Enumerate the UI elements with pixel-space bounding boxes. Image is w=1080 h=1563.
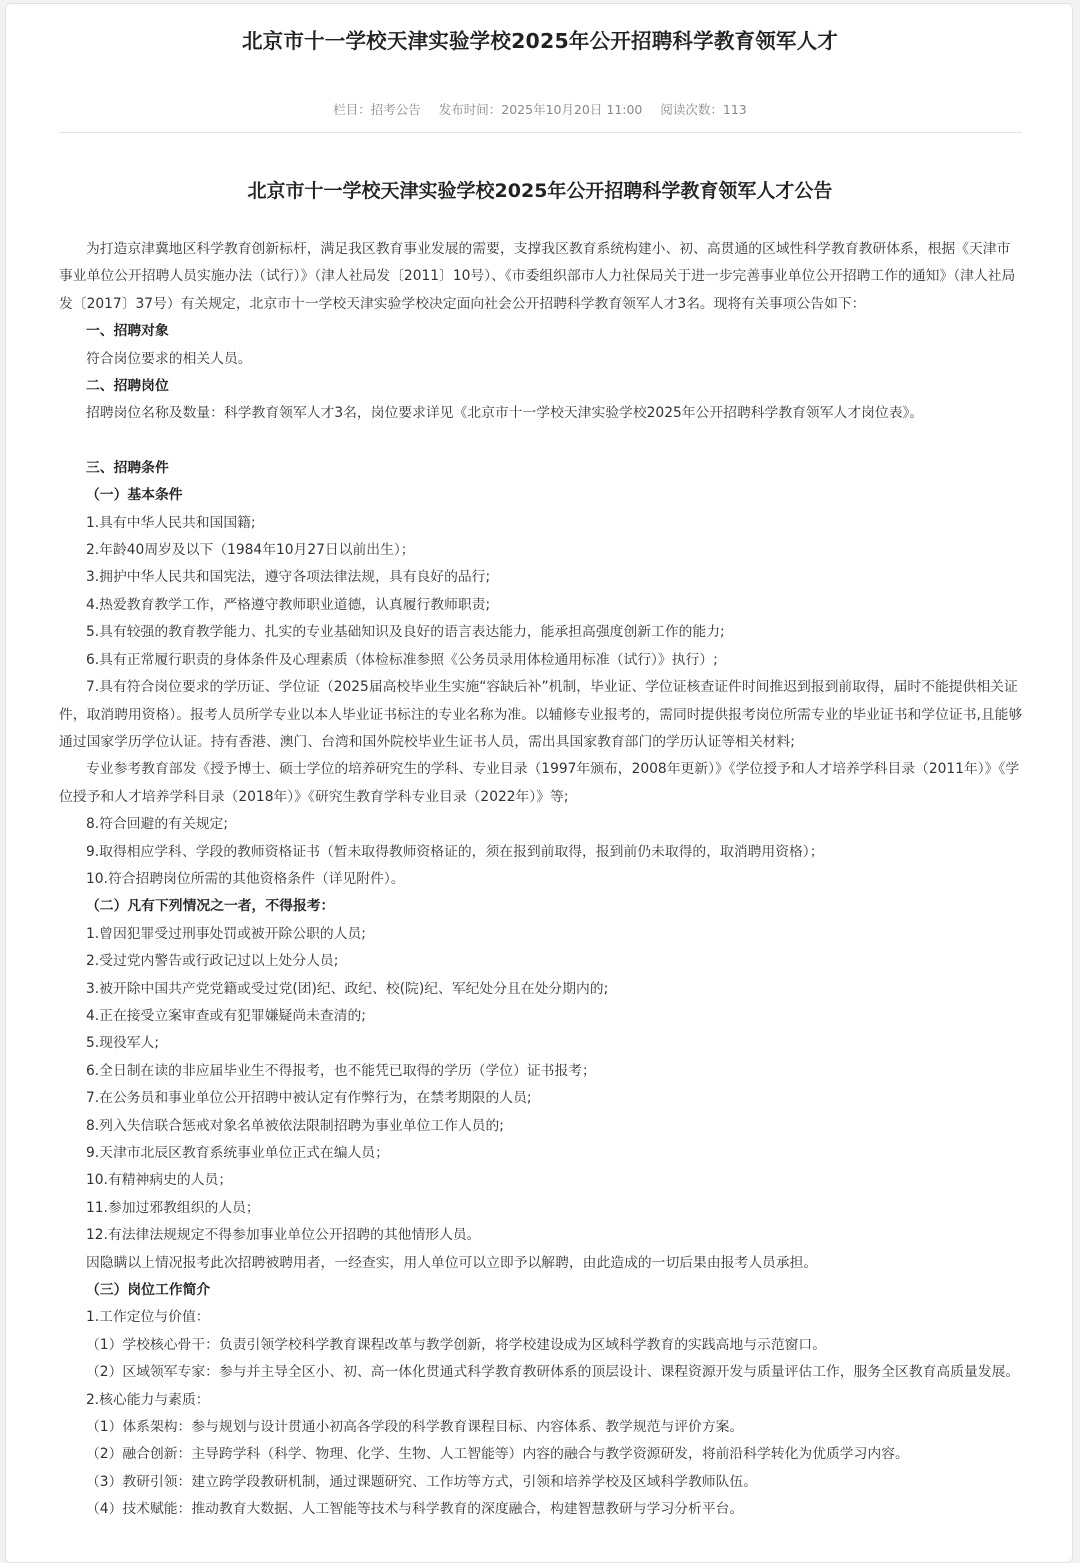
list-item: 2.受过党内警告或行政记过以上处分人员; (86, 953, 339, 970)
list-item: 10.符合招聘岗位所需的其他资格条件（详见附件）。 (86, 870, 405, 887)
list-item: 4.正在接受立案审查或有犯罪嫌疑尚未查清的; (86, 1007, 366, 1024)
list-item: 10.有精神病史的人员； (86, 1172, 233, 1189)
list-item: （1）体系架构：参与规划与设计贯通小初高各学段的科学教育课程目标、内容体系、教学规范与评价方案。 (86, 1419, 744, 1436)
subsection-heading: （三）岗位工作简介 (86, 1282, 211, 1299)
divider (59, 132, 1022, 133)
list-item: 5.现役军人; (86, 1035, 159, 1052)
meta-publish-time: 发布时间：2025年10月20日 11:00 (438, 102, 643, 117)
paragraph: 专业参考教育部发《授予博士、硕士学位的培养研究生的学科、专业目录（1997年颁布，2008年更新）》《学位授予和人才培养学科目录（2011年）》《学位授予和人才培养学科目录（2018年）》《研究生教育学科专业目录（2022年）》等; (59, 761, 1020, 805)
paragraph: 因隐瞒以上情况报考此次招聘被聘用者，一经查实，用人单位可以立即予以解聘，由此造成的一切后果由报考人员承担。 (86, 1254, 818, 1271)
article-meta (6, 100, 1074, 120)
blank-line (59, 428, 1024, 455)
list-item: 2.年龄40周岁及以下（1984年10月27日以前出生）； (86, 542, 415, 559)
intro-paragraph: 为打造京津冀地区科学教育创新标杆，满足我区教育事业发展的需要，支撑我区教育系统构建小、初、高贯通的区域性科学教育教研体系，根据《天津市事业单位公开招聘人员实施办法（试行）》（津人社局发〔2011〕10号）、《市委组织部市人力社保局关于进一步完善事业单位公开招聘工作的通知》（津人社局发〔2017〕37号）有关规定，北京市十一学校天津实验学校决定面向社会公开招聘科学教育领军人才3名。现将有关事项公告如下： (59, 241, 1016, 312)
list-item: （4）技术赋能：推动教育大数据、人工智能等技术与科学教育的深度融合，构建智慧教研与学习分析平台。 (86, 1501, 744, 1518)
list-item: 8.符合回避的有关规定; (86, 816, 228, 833)
article-card (5, 3, 1073, 1563)
list-item: 3.被开除中国共产党党籍或受过党(团)纪、政纪、校(院)纪、军纪处分且在处分期内的; (86, 980, 609, 997)
subsection-heading: （一）基本条件 (86, 487, 183, 504)
list-item: （2）区域领军专家：参与并主导全区小、初、高一体化贯通式科学教育教研体系的顶层设计、课程资源开发与质量评估工作，服务全区教育高质量发展。 (86, 1364, 1020, 1381)
list-item: （1）学校核心骨干：负责引领学校科学教育课程改革与教学创新，将学校建设成为区域科学教育的实践高地与示范窗口。 (86, 1336, 827, 1353)
list-item: 5.具有较强的教育教学能力、扎实的专业基础知识及良好的语言表达能力，能承担高强度创新工作的能力; (86, 624, 725, 641)
list-item: 1.具有中华人民共和国国籍; (86, 514, 256, 531)
meta-column: 栏目：招考公告 (333, 102, 421, 117)
list-item: 8.列入失信联合惩戒对象名单被依法限制招聘为事业单位工作人员的; (86, 1117, 504, 1134)
list-item: 7.在公务员和事业单位公开招聘中被认定有作弊行为，在禁考期限的人员; (86, 1090, 532, 1107)
list-item: 9.取得相应学科、学段的教师资格证书（暂未取得教师资格证的，须在报到前取得，报到前仍未取得的，取消聘用资格）； (86, 843, 824, 860)
list-item: 3.拥护中华人民共和国宪法，遵守各项法律法规，具有良好的品行; (86, 569, 491, 586)
article-body (59, 236, 1024, 1524)
list-item: 12.有法律法规规定不得参加事业单位公开招聘的其他情形人员。 (86, 1227, 481, 1244)
article-title: 北京市十一学校天津实验学校2025年公开招聘科学教育领军人才公告 (247, 180, 833, 202)
section-heading: 三、招聘条件 (86, 459, 169, 476)
list-item: 9.天津市北辰区教育系统事业单位正式在编人员； (86, 1145, 389, 1161)
meta-views: 阅读次数：113 (660, 102, 747, 117)
section-heading: 一、招聘对象 (86, 323, 169, 340)
list-item: 1.曾因犯罪受过刑事处罚或被开除公职的人员; (86, 925, 366, 942)
section-heading: 二、招聘岗位 (86, 378, 169, 395)
list-item: 1.工作定位与价值： (86, 1309, 210, 1326)
list-item: 6.具有正常履行职责的身体条件及心理素质（体检标准参照《公务员录用体检通用标准（试行）》执行）; (86, 651, 718, 668)
list-item: （2）融合创新：主导跨学科（科学、物理、化学、生物、人工智能等）内容的融合与教学资源研发，将前沿科学转化为优质学习内容。 (86, 1446, 909, 1463)
paragraph: 招聘岗位名称及数量：科学教育领军人才3名，岗位要求详见《北京市十一学校天津实验学校2025年公开招聘科学教育领军人才岗位表》。 (86, 405, 924, 422)
page-title: 北京市十一学校天津实验学校2025年公开招聘科学教育领军人才 (241, 29, 839, 53)
list-item: 7.具有符合岗位要求的学历证、学位证（2025届高校毕业生实施“容缺后补”机制，毕业证、学位证核查证件时间推迟到报到前取得，届时不能提供相关证件，取消聘用资格）。报考人员所学专业以本人毕业证书标注的专业名称为准。以辅修专业报考的，需同时提供报考岗位所需专业的毕业证书和学位证书,且能够通过国家学历学位认证。持有香港、澳门、台湾和国外院校毕业生证书人员，需出具国家教育部门的学历认证等相关材料; (59, 679, 1023, 750)
list-item: 4.热爱教育教学工作，严格遵守教师职业道德，认真履行教师职责; (86, 596, 491, 613)
subsection-heading: （二）凡有下列情况之一者，不得报考： (86, 898, 335, 915)
paragraph: 符合岗位要求的相关人员。 (86, 350, 252, 367)
list-item: （3）教研引领：建立跨学段教研机制，通过课题研究、工作坊等方式，引领和培养学校及区域科学教师队伍。 (86, 1473, 758, 1490)
list-item: 11.参加过邪教组织的人员； (86, 1199, 260, 1216)
list-item: 6.全日制在读的非应届毕业生不得报考，也不能凭已取得的学历（学位）证书报考； (86, 1062, 596, 1079)
list-item: 2.核心能力与素质： (86, 1391, 210, 1408)
